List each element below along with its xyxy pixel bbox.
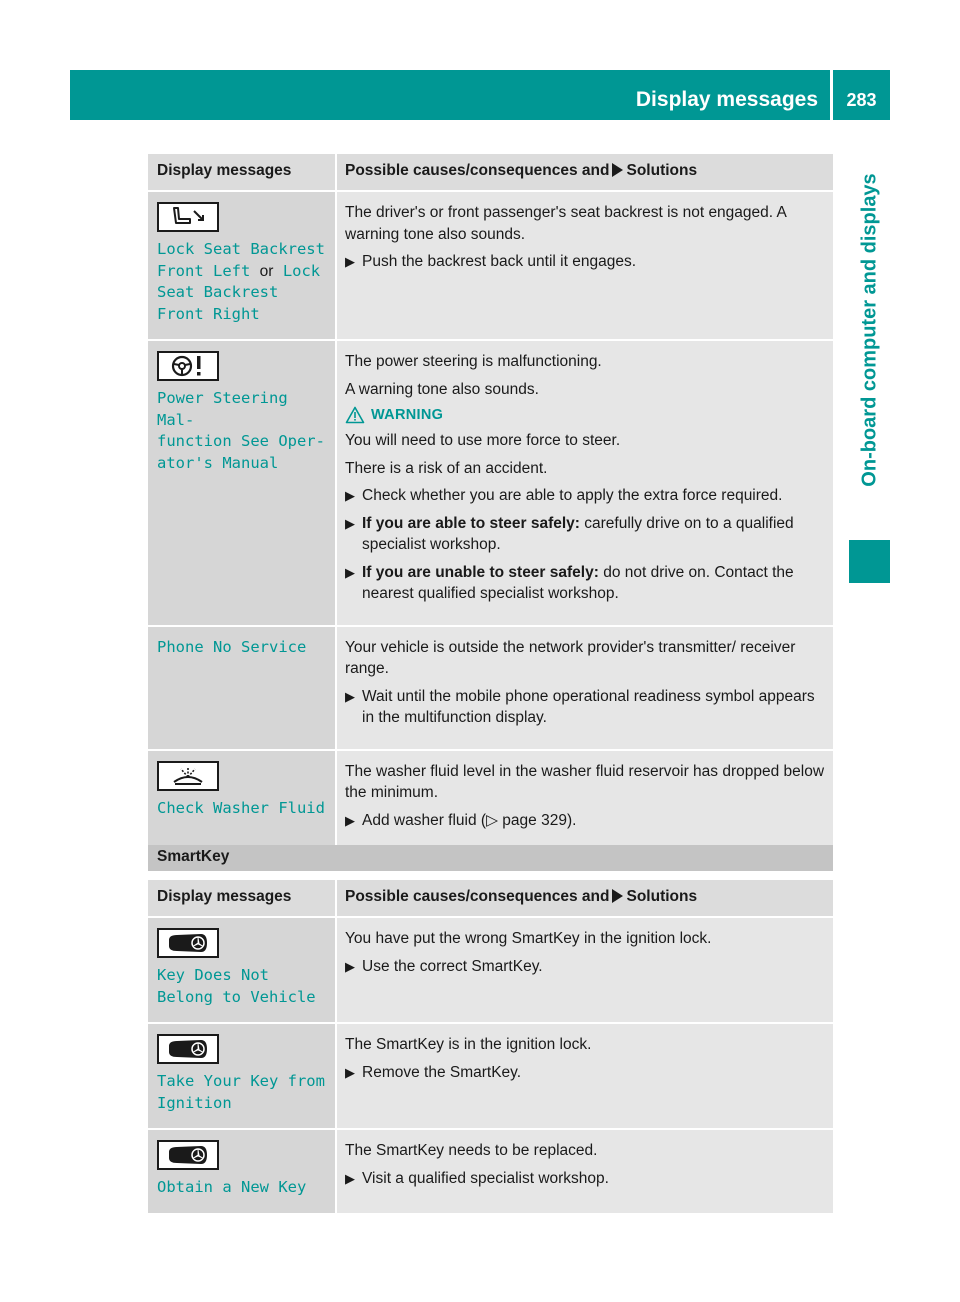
table-row <box>148 340 833 626</box>
message-cell <box>148 626 336 750</box>
table-row <box>148 750 833 853</box>
smartkey-icon <box>157 928 219 958</box>
causes-cell: The power steering is malfunctioning. A warning tone also sounds. WARNING You will need to use more force to steer. There is a risk of an accident. ▶ Check whether you are able to apply the extra force required. ▶ If you are able to steer safely: carefully drive on to a qualified specialist workshop. ▶ If you are unable to steer safely: do not drive on. Contact the nearest qualified specialist workshop. <box>336 340 833 626</box>
power-steering-icon <box>157 351 219 381</box>
message-cell <box>148 1023 336 1129</box>
step-item: ▶ Check whether you are able to apply the extra force required. <box>345 485 827 507</box>
table-row <box>148 917 833 1023</box>
page-ref-icon: ▷ <box>486 811 498 829</box>
page-ref-link[interactable]: page 329). <box>502 811 577 829</box>
causes-cell: The driver's or front passenger's seat backrest is not engaged. A warning tone also sounds. ▶ Push the backrest back until it engages. <box>336 191 833 340</box>
table-row <box>148 191 833 340</box>
message-text: Phone No Service <box>157 637 307 656</box>
step-arrow-icon: ▶ <box>345 254 355 269</box>
washer-fluid-icon <box>157 761 219 791</box>
step-item: ▶ Add washer fluid (▷ page 329). <box>345 810 827 832</box>
message-text: Take Your Key from Ignition <box>157 1072 325 1112</box>
step-item: ▶ Push the backrest back until it engages. <box>345 251 827 273</box>
step-item: ▶ Remove the SmartKey. <box>345 1062 827 1084</box>
causes-cell: The washer fluid level in the washer fluid reservoir has dropped below the minimum. ▶ Add washer fluid (▷ page 329). <box>336 750 833 853</box>
warning-triangle-icon <box>345 406 365 424</box>
step-item: ▶ If you are able to steer safely: carefully drive on to a qualified specialist workshop. <box>345 514 794 553</box>
seat-backrest-icon <box>157 202 219 232</box>
side-tab <box>849 120 890 540</box>
message-text: Power Steering Mal‐ function See Oper‐ ator's Manual <box>157 389 325 472</box>
smartkey-messages-table <box>148 880 833 1215</box>
page-header-bar <box>70 70 890 120</box>
step-item: ▶ If you are unable to steer safely: do not drive on. Contact the nearest qualified specialist workshop. <box>345 563 794 602</box>
message-cell <box>148 750 336 853</box>
message-text: Lock Seat Backrest Front Left or Lock Seat Backrest Front Right <box>157 240 325 323</box>
table-row <box>148 1023 833 1129</box>
step-arrow-icon: ▶ <box>345 688 355 704</box>
step-arrow-icon: ▶ <box>345 515 355 531</box>
col-header-messages: Display messages <box>148 154 336 191</box>
page-number: 283 <box>846 90 877 110</box>
message-cell <box>148 917 336 1023</box>
smartkey-icon <box>157 1034 219 1064</box>
causes-cell: The SmartKey is in the ignition lock. ▶ Remove the SmartKey. <box>336 1023 833 1129</box>
table-header <box>148 154 833 191</box>
step-arrow-icon: ▶ <box>345 564 355 580</box>
step-arrow-icon: ▶ <box>345 1064 355 1080</box>
message-cell <box>148 191 336 340</box>
solutions-arrow-icon <box>612 889 623 903</box>
solutions-arrow-icon <box>612 163 623 177</box>
side-tab-label: On-board computer and displays <box>858 173 880 487</box>
step-item: ▶ Visit a qualified specialist workshop. <box>345 1168 827 1190</box>
section-header-smartkey: SmartKey <box>148 845 833 871</box>
step-arrow-icon: ▶ <box>345 812 355 828</box>
message-text: Key Does Not Belong to Vehicle <box>157 966 316 1006</box>
causes-cell: Your vehicle is outside the network provider's transmitter/ receiver range. ▶ Wait until the mobile phone operational readiness symbol appears in the multifunction display. <box>336 626 833 750</box>
table-row <box>148 1129 833 1214</box>
step-arrow-icon: ▶ <box>345 1170 355 1186</box>
message-text: Check Washer Fluid <box>157 798 325 817</box>
col-header-causes: Possible causes/consequences and Solutions <box>336 880 833 917</box>
message-cell <box>148 1129 336 1214</box>
table-row <box>148 626 833 750</box>
causes-cell: The SmartKey needs to be replaced. ▶ Visit a qualified specialist workshop. <box>336 1129 833 1214</box>
smartkey-icon <box>157 1140 219 1170</box>
step-arrow-icon: ▶ <box>345 958 355 974</box>
step-item: ▶ Use the correct SmartKey. <box>345 956 827 978</box>
col-header-messages: Display messages <box>148 880 336 917</box>
message-cell <box>148 340 336 626</box>
step-arrow-icon: ▶ <box>345 488 355 503</box>
side-tab-marker <box>849 540 890 583</box>
col-header-causes: Possible causes/consequences and Solutions <box>336 154 833 191</box>
step-item: ▶ Wait until the mobile phone operational readiness symbol appears in the multifunction display. <box>345 687 815 726</box>
page-header-title: Display messages <box>635 88 818 111</box>
warning-label: WARNING <box>345 406 827 424</box>
display-messages-table <box>148 154 833 853</box>
table-header <box>148 880 833 917</box>
message-text: Obtain a New Key <box>157 1178 307 1196</box>
causes-cell: You have put the wrong SmartKey in the ignition lock. ▶ Use the correct SmartKey. <box>336 917 833 1023</box>
